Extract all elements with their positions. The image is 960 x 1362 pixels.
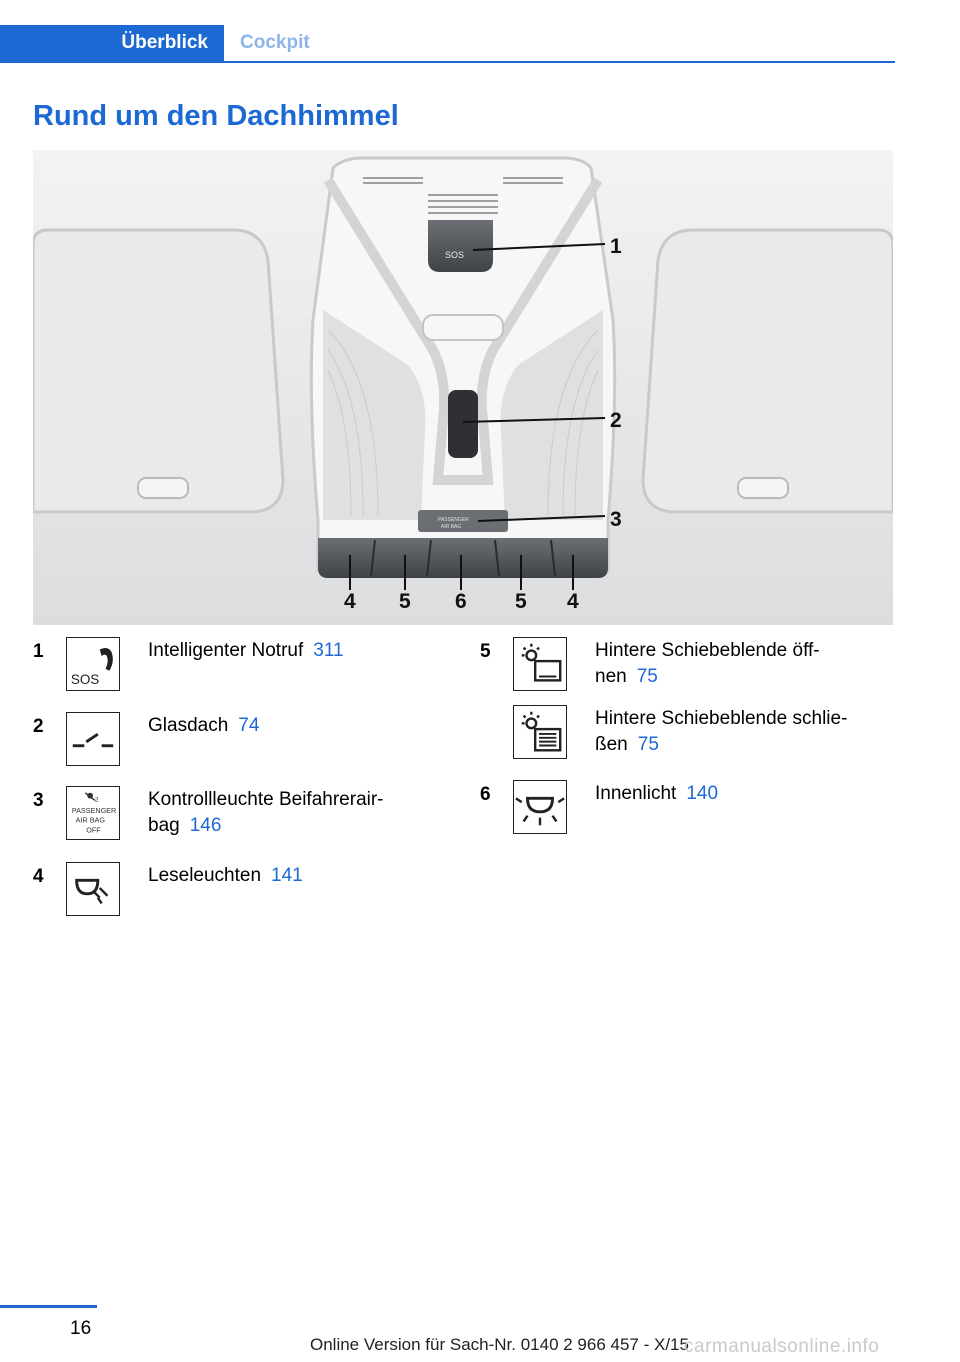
callout-6: 6 <box>455 590 467 613</box>
footer-rule <box>0 1305 97 1308</box>
callout-4-left: 4 <box>344 590 356 613</box>
page-ref-link[interactable]: 75 <box>636 666 658 687</box>
legend-text: Innenlicht 140 <box>595 783 719 804</box>
legend-text: Hintere Schiebeblende öff- nen 75 <box>595 640 820 687</box>
svg-text:2: 2 <box>94 796 99 804</box>
tab-cockpit[interactable]: Cockpit <box>240 32 310 53</box>
page-ref-link[interactable]: 140 <box>686 783 719 804</box>
callout-1: 1 <box>610 235 622 258</box>
legend-number: 4 <box>33 866 44 887</box>
legend-text: Kontrollleuchte Beifahrerair- bag 146 <box>148 789 384 836</box>
airbag-strip-label-1: PASSENGER <box>438 517 469 523</box>
legend-number: 3 <box>33 790 44 811</box>
sos-icon <box>66 637 120 691</box>
footer-version-text: Online Version für Sach-Nr. 0140 2 966 457 - X/15 <box>310 1335 689 1354</box>
tab-ueberblick[interactable]: Überblick <box>0 25 224 61</box>
callout-3: 3 <box>610 508 622 531</box>
page-ref-link[interactable]: 75 <box>637 734 659 755</box>
interior-light-icon <box>513 780 567 834</box>
callout-5-left: 5 <box>399 590 411 613</box>
roof-console-photo <box>33 150 893 625</box>
roof-console-illustration <box>33 150 893 625</box>
legend-number: 1 <box>33 641 44 662</box>
legend-number: 2 <box>33 716 44 737</box>
svg-text:SOS: SOS <box>70 672 100 688</box>
legend-number: 6 <box>480 784 491 805</box>
sos-button-label: SOS <box>445 250 465 260</box>
callout-4-right: 4 <box>567 590 579 613</box>
watermark: carmanualsonline.info <box>684 1336 880 1357</box>
page-ref-link[interactable]: 311 <box>313 640 344 661</box>
page-ref-link[interactable]: 141 <box>271 865 303 886</box>
svg-text:AIR BAG: AIR BAG <box>75 815 105 825</box>
legend-number: 5 <box>480 641 491 662</box>
header-tab-bar <box>0 25 895 63</box>
reading-light-icon <box>66 862 120 916</box>
sunblind-close-icon <box>513 705 567 759</box>
callout-5-right: 5 <box>515 590 527 613</box>
svg-text:OFF: OFF <box>86 825 101 835</box>
page-number: 16 <box>70 1318 92 1339</box>
passenger-airbag-off-icon <box>66 786 120 840</box>
page-title: Rund um den Dachhimmel <box>33 100 399 132</box>
svg-text:PASSENGER: PASSENGER <box>71 806 117 815</box>
airbag-strip-label-2: AIR BAG <box>441 524 462 530</box>
legend-text: Intelligenter Notruf 311 <box>148 640 344 661</box>
legend-text: Glasdach 74 <box>148 715 260 736</box>
legend-text: Hintere Schiebeblende schlie- ßen 75 <box>595 708 848 755</box>
glass-roof-icon <box>66 712 120 766</box>
callout-2: 2 <box>610 409 622 432</box>
legend-text: Leseleuchten 141 <box>148 865 303 886</box>
page-ref-link[interactable]: 146 <box>189 815 222 836</box>
sunblind-open-icon <box>513 637 567 691</box>
page-ref-link[interactable]: 74 <box>238 715 260 736</box>
